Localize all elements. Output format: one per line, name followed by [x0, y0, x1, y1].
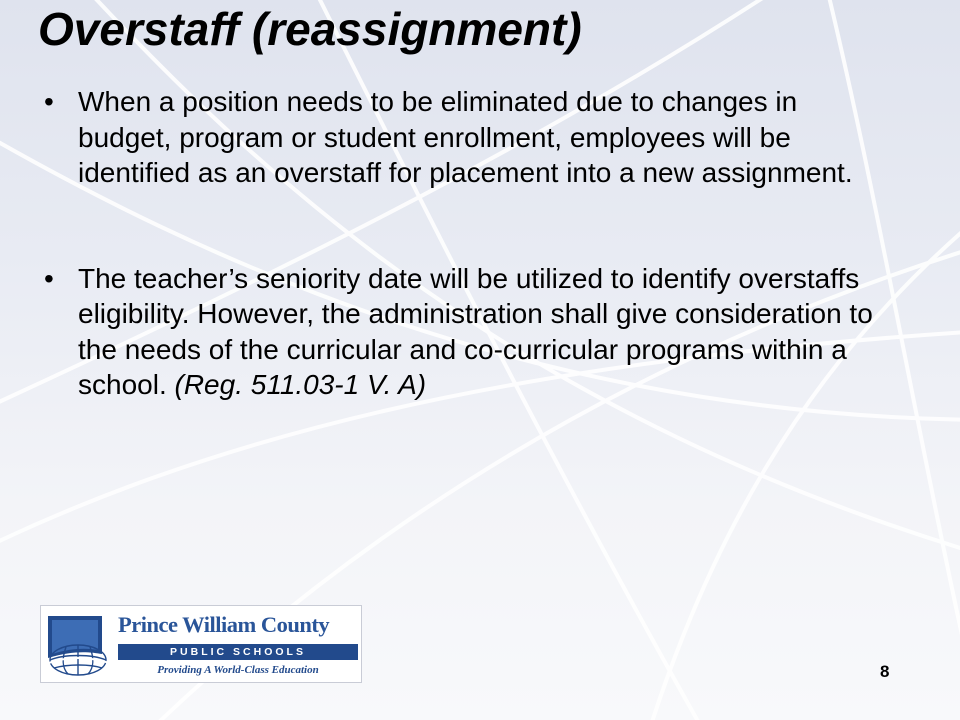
bullet-item [44, 261, 874, 403]
bullet-text: When a position needs to be eliminated due to changes in budget, program or student enrollment, employees will be identified as an overstaff for placement into a new assignment. [78, 86, 853, 188]
bullet-text: The teacher’s seniority date will be utilized to identify overstaffs eligibility. However, the administration shall give consideration to the needs of the curricular and co-curricular programs within a school. [78, 262, 873, 400]
bullet-item [44, 84, 874, 191]
school-logo [40, 605, 362, 683]
regulation-reference: (Reg. 511.03-1 V. A) [174, 369, 427, 400]
bullet-marker: • [44, 86, 54, 117]
logo-tagline: Providing A World-Class Education [157, 664, 319, 676]
bullet-marker: • [44, 262, 54, 294]
logo-band: PUBLIC SCHOOLS [118, 644, 358, 660]
bullet-list [44, 84, 874, 403]
globe-book-icon [44, 610, 114, 678]
slide-title: Overstaff (reassignment) [38, 3, 582, 55]
logo-name: Prince William County [118, 612, 330, 637]
page-number: 8 [880, 662, 890, 681]
